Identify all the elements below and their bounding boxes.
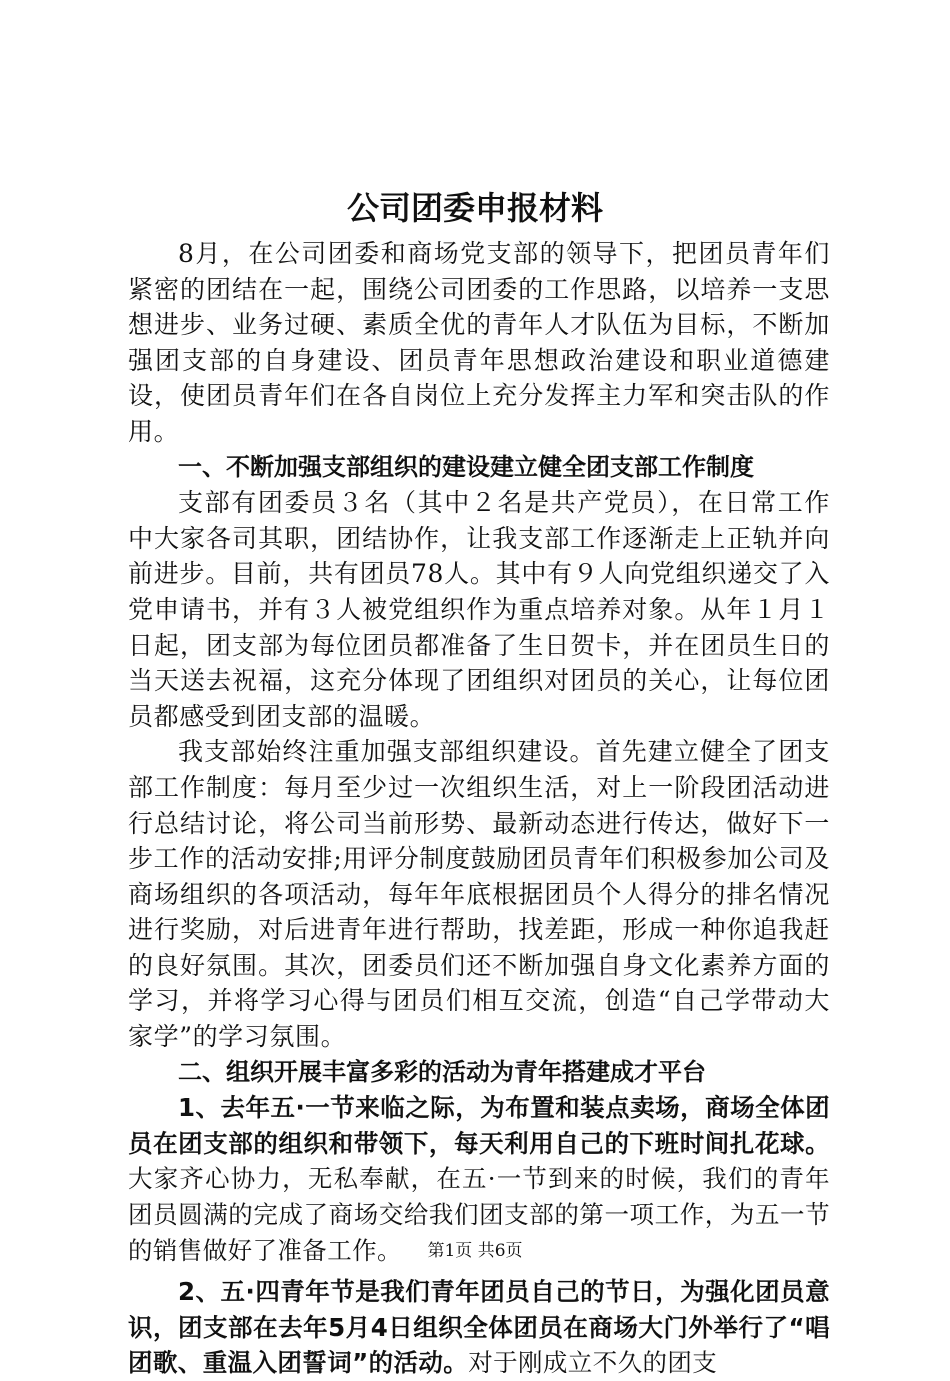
section-1-paragraph-1: 支部有团委员３名（其中２名是共产党员），在日常工作中大家各司其职，团结协作，让我支部工作逐渐走上正轨并向前进步。目前，共有团员78人。其中有９人向党组织递交了入党申请书，并有３人被党组织作为重点培养对象。从年１月１日起，团支部为每位团员都准备了生日贺卡，并在团员生日的当天送去祝福，这充分体现了团组织对团员的关心，让每位团员都感受到团支部的温暖。	[128, 488, 830, 731]
section-2-heading: 二、组织开展丰富多彩的活动为青年搭建成才平台	[178, 1057, 706, 1086]
item-1-bold-text: 1、去年五·一节来临之际，为布置和装点卖场，商场全体团员在团支部的组织和带领下，每天利用自己的下班时间扎花球。	[128, 1093, 830, 1158]
section-1-heading: 一、不断加强支部组织的建设建立健全团支部工作制度	[178, 452, 754, 481]
item-1-regular-text: 大家齐心协力，无私奉献，在五·一节到来的时候，我们的青年团员圆满的完成了商场交给我们团支部的第一项工作，为五一节的销售做好了准备工作。	[128, 1164, 830, 1265]
intro-paragraph: 8月，在公司团委和商场党支部的领导下，把团员青年们紧密的团结在一起，围绕公司团委的工作思路，以培养一支思想进步、业务过硬、素质全优的青年人才队伍为目标，不断加强团支部的自身建设、团员青年思想政治建设和职业道德建设，使团员青年们在各自岗位上充分发挥主力军和突击队的作用。	[128, 239, 830, 446]
page-footer: 第1页 共6页	[427, 1241, 523, 1261]
item-2-regular-text: 对于刚成立不久的团支	[468, 1348, 718, 1378]
document-title: 公司团委申报材料	[346, 189, 603, 227]
item-2-bold-text: 2、五·四青年节是我们青年团员自己的节日，为强化团员意识，团支部在去年5月4日组织全体团员在商场大门外举行了“唱团歌、重温入团誓词”的活动。	[128, 1277, 830, 1378]
section-2-item-2	[128, 1274, 830, 1381]
document-body	[128, 236, 830, 1381]
section-1-paragraph-2: 我支部始终注重加强支部组织建设。首先建立健全了团支部工作制度：每月至少过一次组织生活，对上一阶段团活动进行总结讨论，将公司当前形势、最新动态进行传达，做好下一步工作的活动安排;用评分制度鼓励团员青年们积极参加公司及商场组织的各项活动，每年年底根据团员个人得分的排名情况进行奖励，对后进青年进行帮助，找差距，形成一种你追我赶的良好氛围。其次，团委员们还不断加强自身文化素养方面的学习，并将学习心得与团员们相互交流，创造“自己学带动大家学”的学习氛围。	[128, 737, 830, 1052]
